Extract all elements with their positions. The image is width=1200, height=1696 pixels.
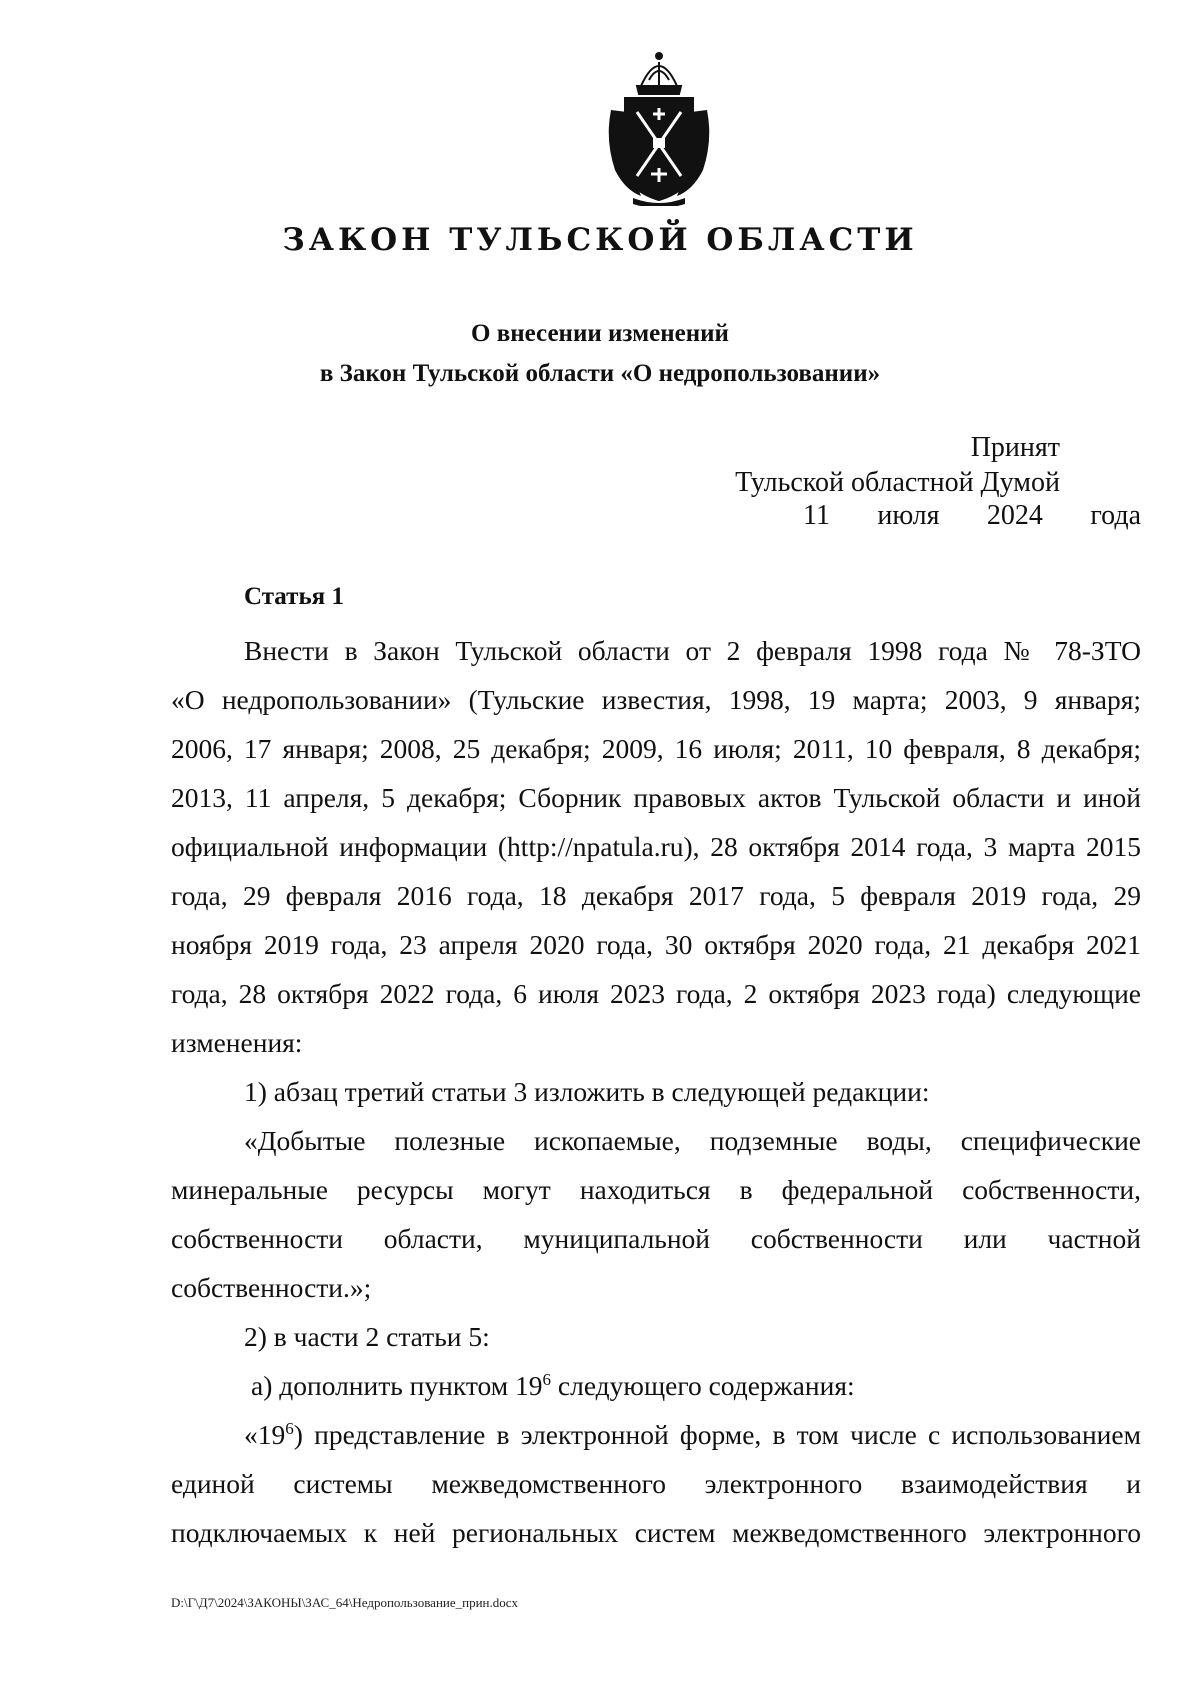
- intro-line: 2013, 11 апреля, 5 декабря; Сборник правовых актов Тульской области и иной: [171, 782, 1141, 813]
- law-subtitle-line2: в Закон Тульской области «О недропользовании»: [319, 360, 881, 387]
- adoption-date: [803, 498, 1141, 534]
- quote-line: собственности.»;: [171, 1272, 372, 1303]
- adoption-label: Принят: [970, 432, 1060, 463]
- quote-line: минеральные ресурсы могут находиться в федеральной собственности,: [171, 1174, 1141, 1205]
- point-superscript: 6: [285, 1418, 294, 1438]
- tula-coat-of-arms-emblem: [601, 50, 717, 206]
- item-2a: [171, 1361, 1141, 1410]
- item-2a-text: а) дополнить пунктом 19: [251, 1370, 543, 1401]
- adoption-body: Тульской областной Думой: [735, 467, 1060, 498]
- law-title: ЗАКОН ТУЛЬСКОЙ ОБЛАСТИ: [282, 222, 918, 258]
- point-open: «19: [244, 1419, 286, 1450]
- intro-line: официальной информации (http://npatula.ru), 28 октября 2014 года, 3 марта 2015: [171, 831, 1141, 862]
- intro-line: ноября 2019 года, 23 апреля 2020 года, 30 октября 2020 года, 21 декабря 2021: [171, 929, 1141, 960]
- article-heading: Статья 1: [244, 583, 344, 610]
- intro-line: 2006, 17 января; 2008, 25 декабря; 2009, 16 июля; 2011, 10 февраля, 8 декабря;: [171, 733, 1141, 764]
- quote-line: «Добытые полезные ископаемые, подземные воды, специфические: [244, 1125, 1141, 1156]
- intro-line: года, 28 октября 2022 года, 6 июля 2023 года, 2 октября 2023 года) следующие: [171, 978, 1141, 1009]
- intro-line: изменения:: [171, 1027, 303, 1058]
- adoption-year-word: года: [1090, 500, 1141, 531]
- point-text: ) представление в электронной форме, в том числе с использованием: [293, 1419, 1141, 1450]
- item-2a-text-end: следующего содержания:: [551, 1370, 855, 1401]
- point-line: единой системы межведомственного электронного взаимодействия и: [171, 1468, 1141, 1499]
- item-2: 2) в части 2 статьи 5:: [244, 1321, 490, 1352]
- file-path-footer: D:\Г\Д7\2024\ЗАКОНЫ\ЗАС_64\Недропользование_прин.docx: [171, 1595, 519, 1610]
- quote-line: собственности области, муниципальной собственности или частной: [171, 1223, 1141, 1254]
- adoption-month: июля: [877, 500, 940, 531]
- adoption-day: 11: [803, 500, 830, 531]
- item-1: 1) абзац третий статьи 3 изложить в следующей редакции:: [244, 1076, 930, 1107]
- item-2a-superscript: 6: [542, 1369, 552, 1389]
- article-body: [171, 626, 1141, 1557]
- point-line: подключаемых к ней региональных систем межведомственного электронного: [171, 1517, 1141, 1548]
- intro-line: года, 29 февраля 2016 года, 18 декабря 2017 года, 5 февраля 2019 года, 29: [171, 880, 1141, 911]
- law-subtitle-line1: О внесении изменений: [471, 320, 729, 347]
- point-19-6-line: [171, 1410, 1141, 1459]
- intro-line: Внести в Закон Тульской области от 2 февраля 1998 года № 78-ЗТО: [244, 635, 1141, 666]
- adoption-year: 2024: [986, 500, 1043, 531]
- intro-line: «О недропользовании» (Тульские известия, 1998, 19 марта; 2003, 9 января;: [171, 684, 1141, 715]
